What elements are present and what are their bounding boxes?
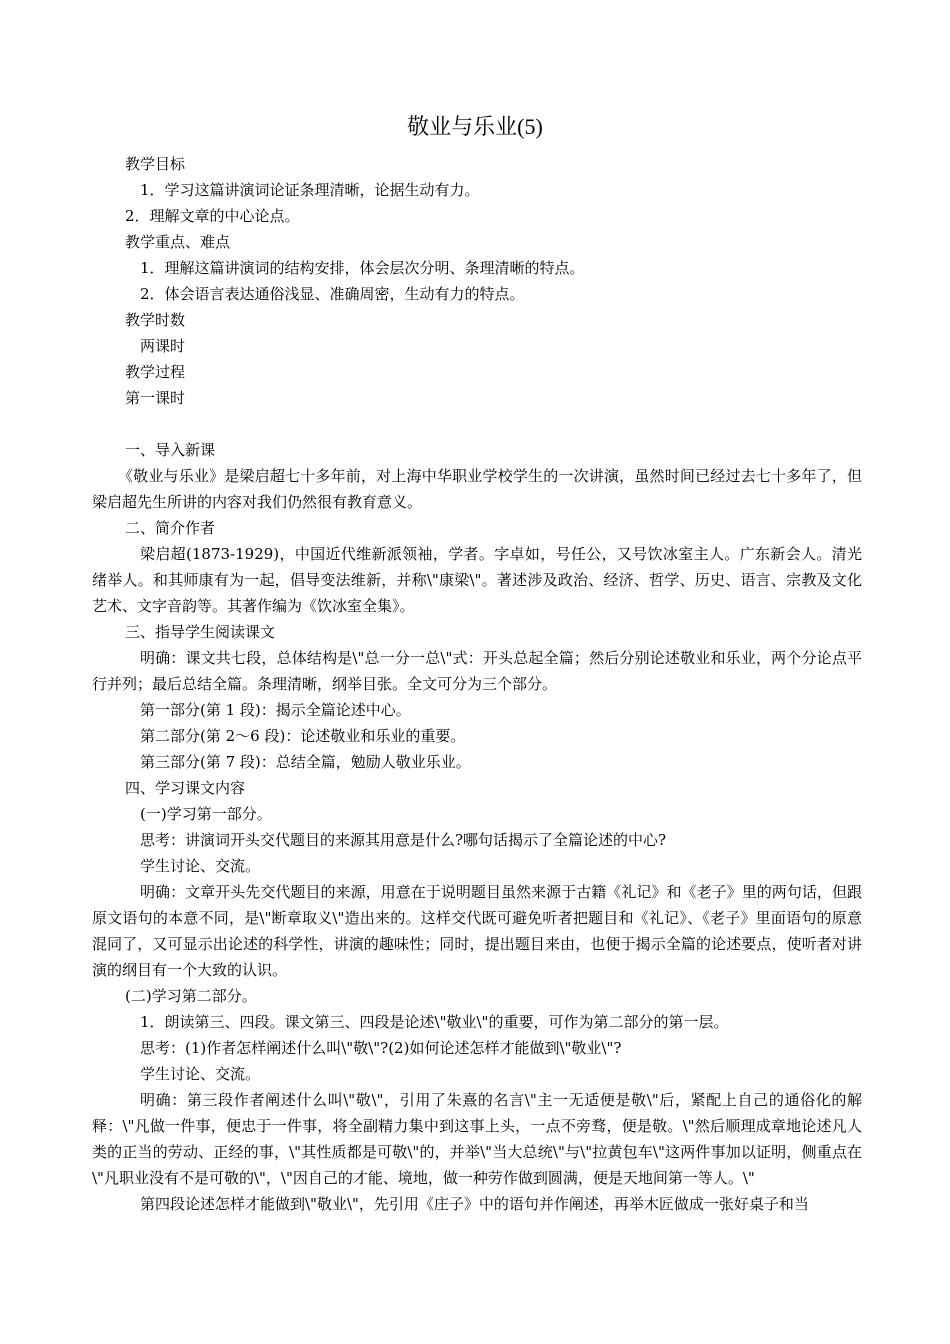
paragraph: 《敬业与乐业》是梁启超七十多年前，对上海中华职业学校学生的一次讲演，虽然时间已经过去七十多年了，但梁启超先生所讲的内容对我们仍然很有教育意义。 — [92, 467, 862, 511]
paragraph: 1．学习这篇讲演词论证条理清晰，论据生动有力。 — [140, 181, 480, 199]
paragraph: 学生讨论、交流。 — [140, 857, 261, 875]
document-title: 敬业与乐业(5) — [407, 114, 543, 139]
paragraph: 第二部分(第 2～6 段)：论述敬业和乐业的重要。 — [140, 727, 466, 745]
paragraph: 第一部分(第 1 段)：揭示全篇论述中心。 — [140, 701, 411, 719]
paragraph: 1．朗读第三、四段。课文第三、四段是论述\"敬业\"的重要，可作为第二部分的第一层。 — [140, 1013, 729, 1031]
blank-line — [92, 411, 862, 437]
paragraph: 明确：第三段作者阐述什么叫\"敬\"，引用了朱熹的名言\"主一无适便是敬\"后，紧配上自己的通俗化的解释：\"凡做一件事，便忠于一件事，将全副精力集中到这事上头，一点不旁骛，便是敬。\"然后顺理成章地论述凡人类的正当的劳动、正经的事，\"其性质都是可敬\"的，并举\"当大总统\"与\"拉黄包车\"这两件事加以证明，侧重点在\"凡职业没有不是可敬的\"，\"因自己的才能、境地，做一种劳作做到圆满，便是天地间第一等人。\" — [92, 1091, 862, 1187]
paragraph: 明确：文章开头先交代题目的来源，用意在于说明题目虽然来源于古籍《礼记》和《老子》里的两句话，但跟原文语句的本意不同，是\"断章取义\"造出来的。这样交代既可避免听者把题目和《礼记》、《老子》里面语句的原意混同了，又可显示出论述的科学性，讲演的趣味性；同时，提出题目来由，也便于揭示全篇的论述要点，使听者对讲演的纲目有一个大致的认识。 — [92, 883, 862, 979]
paragraph: 教学重点、难点 — [125, 233, 231, 251]
paragraph: 教学过程 — [125, 363, 186, 381]
document-body — [92, 151, 862, 1217]
paragraph: 第一课时 — [125, 389, 186, 407]
paragraph: 2．体会语言表达通俗浅显、准确周密，生动有力的特点。 — [140, 285, 525, 303]
paragraph: 学生讨论、交流。 — [140, 1065, 261, 1083]
paragraph: 第三部分(第 7 段)：总结全篇，勉励人敬业乐业。 — [140, 753, 471, 771]
paragraph: 明确：课文共七段，总体结构是\"总一分一总\"式：开头总起全篇；然后分别论述敬业和乐业，两个分论点平行并列；最后总结全篇。条理清晰，纲举目张。全文可分为三个部分。 — [92, 649, 862, 693]
paragraph: 教学时数 — [125, 311, 186, 329]
paragraph: (二)学习第二部分。 — [125, 987, 257, 1005]
paragraph: 两课时 — [140, 337, 186, 355]
paragraph: (一)学习第一部分。 — [140, 805, 272, 823]
paragraph: 1．理解这篇讲演词的结构安排，体会层次分明、条理清晰的特点。 — [140, 259, 585, 277]
paragraph: 思考：讲演词开头交代题目的来源其用意是什么?哪句话揭示了全篇论述的中心? — [140, 831, 667, 849]
paragraph: 梁启超(1873-1929)，中国近代维新派领袖，学者。字卓如，号任公，又号饮冰室主人。广东新会人。清光绪举人。和其师康有为一起，倡导变法维新，并称\"康梁\"。著述涉及政治、经济、哲学、历史、语言、宗教及文化艺术、文字音韵等。其著作编为《饮冰室全集》。 — [92, 545, 862, 615]
paragraph: 教学目标 — [125, 155, 186, 173]
paragraph: 第四段论述怎样才能做到\"敬业\"，先引用《庄子》中的语句并作阐述，再举木匠做成一张好桌子和当 — [140, 1195, 809, 1213]
paragraph: 四、学习课文内容 — [125, 779, 246, 797]
paragraph: 思考：(1)作者怎样阐述什么叫\"敬\"?(2)如何论述怎样才能做到\"敬业\"? — [140, 1039, 622, 1057]
paragraph: 2．理解文章的中心论点。 — [125, 207, 300, 225]
paragraph: 三、指导学生阅读课文 — [125, 623, 276, 641]
paragraph: 二、简介作者 — [125, 519, 216, 537]
paragraph: 一、导入新课 — [125, 441, 216, 459]
